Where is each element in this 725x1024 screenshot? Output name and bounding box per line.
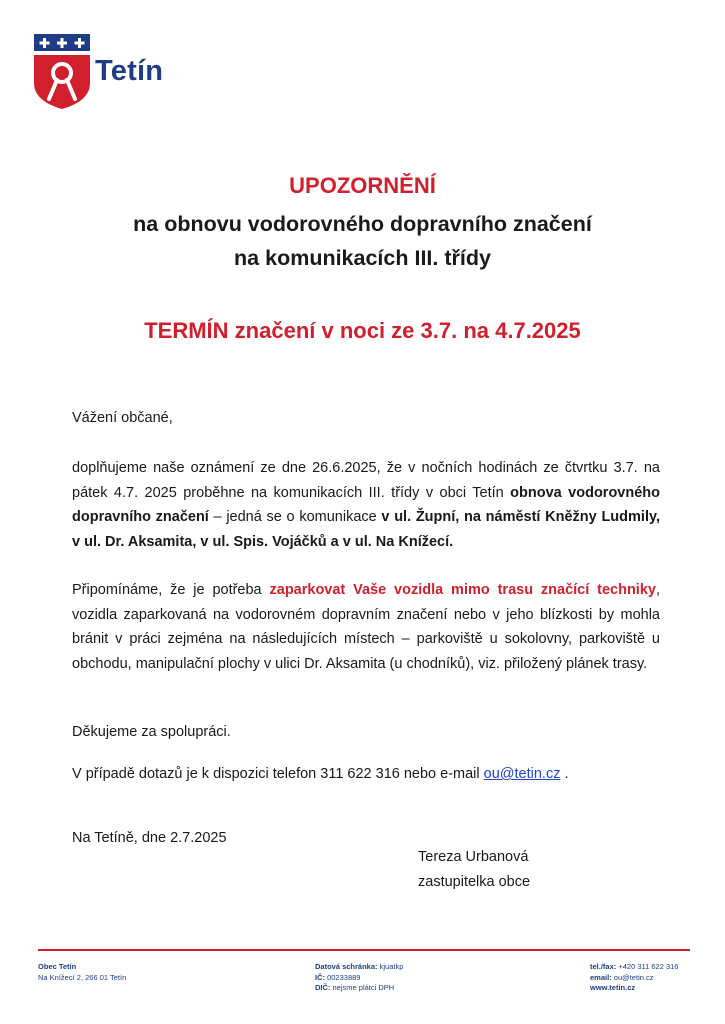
paragraph-announcement (72, 456, 660, 554)
contact-text: V případě dotazů je k dispozici telefon 311 622 316 nebo e-mail (72, 766, 484, 782)
footer-email-label: email: (590, 972, 612, 982)
notice-subheading-2: na komunikacích III. třídy (234, 246, 491, 270)
footer-ic-value: 00233889 (325, 972, 361, 982)
email-link[interactable]: ou@tetin.cz (483, 766, 561, 782)
signature-role: zastupitelka obce (418, 873, 531, 890)
greeting: Vážení občané, (72, 410, 173, 426)
footer-divider (38, 949, 690, 951)
p1-text-a: doplňujeme naše oznámení ze dne 26.6.2025, že v nočních hodinách ze čtvrtku 3.7. na pátek 4.7. 2025 proběhne na komunikacích III. třídy v obci Tetín (72, 460, 660, 501)
p2-text-a: Připomínáme, že je potřeba (72, 582, 270, 598)
municipal-logo (33, 33, 178, 113)
footer-email-value[interactable]: ou@tetin.cz (611, 972, 654, 982)
coat-of-arms-icon (33, 33, 95, 113)
thanks: Děkujeme za spolupráci. (72, 724, 231, 740)
footer-ids (315, 962, 403, 994)
footer-website[interactable]: www.tetin.cz (590, 983, 636, 992)
date-line: Na Tetíně, dne 2.7.2025 (72, 830, 227, 846)
footer-tel-value: +420 311 622 316 (616, 962, 679, 971)
footer-org-name: Obec Tetín (38, 962, 77, 971)
p2-highlight: zaparkovat Vaše vozidla mimo trasu značící techniky (269, 582, 656, 598)
notice-heading: UPOZORNĚNÍ (289, 173, 436, 198)
p1-text-c: – jedná se o komunikace (208, 509, 382, 525)
footer-contacts (590, 962, 678, 994)
p2-text-c: , vozidla zaparkovaná na vodorovném dopravním značení nebo v jeho blízkosti by mohla bránit v práci zejména na následujících místech – parkoviště u sokolovny, parkoviště u obchodu, manipulační plochy v ulici Dr. Aksamita (u chodníků), viz. přiložený plánek trasy. (72, 582, 660, 672)
notice-subheading-1: na obnovu vodorovného dopravního značení (133, 212, 592, 236)
footer-ic-label: IČ: (315, 972, 325, 982)
footer-ds-label: Datová schránka: (315, 962, 378, 971)
logo-wordmark: Tetín (95, 55, 164, 87)
paragraph-parking (72, 578, 660, 676)
footer-address (38, 962, 126, 983)
p1-streets: v ul. Župní, na náměstí Kněžny Ludmily, v ul. Dr. Aksamita, v ul. Spis. Vojáčků a v ul. Na Knížecí. (72, 509, 660, 550)
contact-line (72, 762, 660, 787)
footer-tel-label: tel./fax: (590, 962, 617, 971)
signature-block (418, 845, 658, 894)
footer-org-address: Na Knížecí 2, 266 01 Tetín (38, 972, 127, 982)
p1-text-bold: obnova vodorovného dopravního značení (72, 484, 661, 525)
footer-dic-value: nejsme plátci DPH (330, 983, 395, 992)
footer-dic-label: DIČ: (315, 983, 331, 992)
contact-end: . (560, 766, 569, 782)
term-heading: TERMÍN značení v noci ze 3.7. na 4.7.2025 (144, 318, 581, 343)
signature-name: Tereza Urbanová (418, 849, 529, 865)
footer-ds-value: kjuatkp (377, 962, 404, 971)
